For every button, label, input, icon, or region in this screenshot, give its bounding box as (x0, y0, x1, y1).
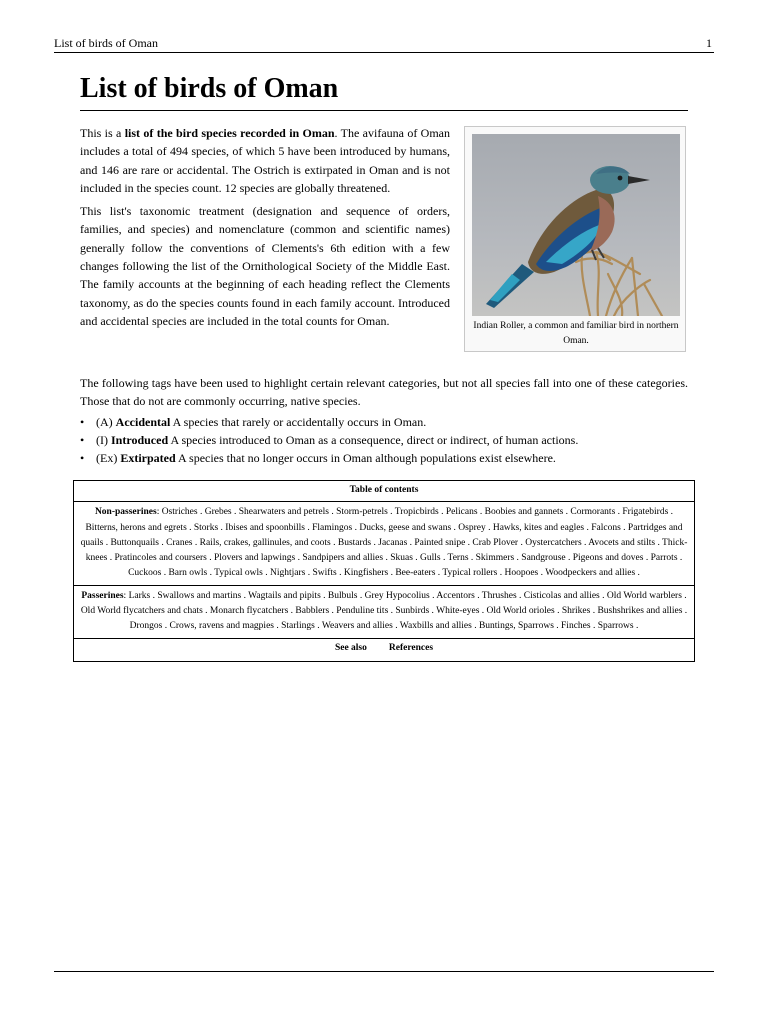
tags-section (80, 374, 688, 467)
toc-non-passerines: Non-passerines: Ostriches . Grebes . Shearwaters and petrels . Storm-petrels . Tropicbirds . Pelicans . Boobies and gannets . Cormorants . Frigatebirds . Bitterns, herons and egrets . Storks . Ibises and spoonbills . Flamingos . Ducks, geese and swans . Osprey . Hawks, kites and eagles . Falcons . Partridges and quails . Buttonquails . Cranes . Rails, crakes, gallinules, and coots . Bustards . Jacanas . Painted snipe . Crab Plover . Oystercatchers . Avocets and stilts . Thick-knees . Pratincoles and coursers . Plovers and lapwings . Sandpipers and allies . Skuas . Gulls . Terns . Skimmers . Sandgrouse . Pigeons and doves . Parrots . Cuckoos . Barn owls . Typical owls . Nightjars . Swifts . Kingfishers . Bee-eaters . Typical rollers . Hoopoes . Woodpeckers and allies . (74, 502, 694, 585)
table-of-contents (73, 480, 695, 662)
toc-title: Table of contents (74, 481, 694, 502)
page-number: 1 (706, 36, 712, 50)
tag-name: Introduced (111, 432, 169, 447)
intro-lead-bold: list of the bird species recorded in Oman (124, 126, 335, 140)
figure-box (464, 126, 686, 352)
toc-section-label: Non-passerines (94, 507, 157, 518)
intro-paragraph (80, 124, 450, 197)
taxonomy-paragraph: This list's taxonomic treatment (designation and sequence of orders, families, and species) and nomenclature (common and scientific names) generally follow the conventions of Clements's 6th edition with a few changes following the list of the Ornithological Society of the Middle East. The family accounts at the beginning of each heading reflect the Clements taxonomy, as do the species counts found in each family account. Introduced and accidental species are included in the total counts for Oman. (80, 204, 450, 328)
list-item (80, 431, 688, 449)
toc-links[interactable]: Ostriches . Grebes . Shearwaters and petrels . Storm-petrels . Tropicbirds . Pelicans . Boobies and gannets . Cormorants . Frigatebirds . Bitterns, herons and egrets . Storks . Ibises and spoonbills . Flamingos . Ducks, geese and swans . Osprey . Hawks, kites and eagles . Falcons . Partridges and quails . Buttonquails . Cranes . Rails, crakes, gallinules, and coots . Bustards . Jacanas . Painted snipe . Crab Plover . Oystercatchers . Avocets and stilts . Thick-knees . Pratincoles and coursers . Plovers and lapwings . Sandpipers and allies . Skuas . Gulls . Terns . Skimmers . Sandgrouse . Pigeons and doves . Parrots . Cuckoos . Barn owls . Typical owls . Nightjars . Swifts . Kingfishers . Bee-eaters . Typical rollers . Hoopoes . Woodpeckers and allies . (80, 507, 688, 579)
list-item (80, 413, 688, 431)
tag-description: A species that rarely or accidentally occurs in Oman. (172, 414, 427, 429)
tag-list (80, 413, 688, 468)
intro-section (80, 124, 450, 335)
running-header-title: List of birds of Oman (54, 36, 158, 50)
running-header (54, 36, 714, 53)
toc-links[interactable]: Larks . Swallows and martins . Wagtails and pipits . Bulbuls . Grey Hypocolius . Accentors . Thrushes . Cisticolas and allies . Old World warblers . Old World flycatchers and chats . Monarch flycatchers . Babblers . Penduline tits . Sunbirds . White-eyes . Old World orioles . Shrikes . Bushshrikes and allies . Drongos . Crows, ravens and magpies . Starlings . Weavers and allies . Waxbills and allies . Buntings, Sparrows . Finches . Sparrows . (80, 590, 688, 632)
tag-code: (Ex) (96, 451, 118, 466)
toc-link-references[interactable]: References (388, 642, 434, 653)
tag-name: Accidental (115, 414, 171, 429)
tag-description: A species introduced to Oman as a consequence, direct or indirect, of human actions. (170, 432, 579, 447)
page-title: List of birds of Oman (80, 70, 688, 111)
tag-code: (I) (96, 432, 108, 447)
tag-code: (A) (96, 414, 113, 429)
toc-footer (74, 639, 694, 661)
tag-description: A species that no longer occurs in Oman although populations exist elsewhere. (178, 451, 556, 466)
toc-link-see-also[interactable]: See also (334, 642, 367, 653)
list-item (80, 449, 688, 467)
footer-divider (54, 971, 714, 972)
intro-lead-rest: . The avifauna of Oman includes a total of 494 species, of which 5 have been introduced by humans, and 146 are rare or accidental. The Ostrich is extirpated in Oman and is not included in the species count. 12 species are globally threatened. (80, 126, 450, 195)
bird-photo-icon (472, 134, 680, 316)
tags-intro-paragraph: The following tags have been used to highlight certain relevant categories, but not all species fall into one of these categories. Those that do not are commonly occurring, native species. (80, 376, 688, 409)
figure-caption: Indian Roller, a common and familiar bird in northern Oman. (473, 321, 679, 346)
toc-passerines: Passerines: Larks . Swallows and martins . Wagtails and pipits . Bulbuls . Grey Hypocolius . Accentors . Thrushes . Cisticolas and allies . Old World warblers . Old World flycatchers and chats . Monarch flycatchers . Babblers . Penduline tits . Sunbirds . White-eyes . Old World orioles . Shrikes . Bushshrikes and allies . Drongos . Crows, ravens and magpies . Starlings . Weavers and allies . Waxbills and allies . Buntings, Sparrows . Finches . Sparrows . (74, 586, 694, 639)
tag-name: Extirpated (120, 451, 176, 466)
intro-lead-text: This is a (80, 126, 125, 140)
bird-photo-drawing (472, 134, 680, 316)
toc-section-label: Passerines (81, 590, 124, 601)
